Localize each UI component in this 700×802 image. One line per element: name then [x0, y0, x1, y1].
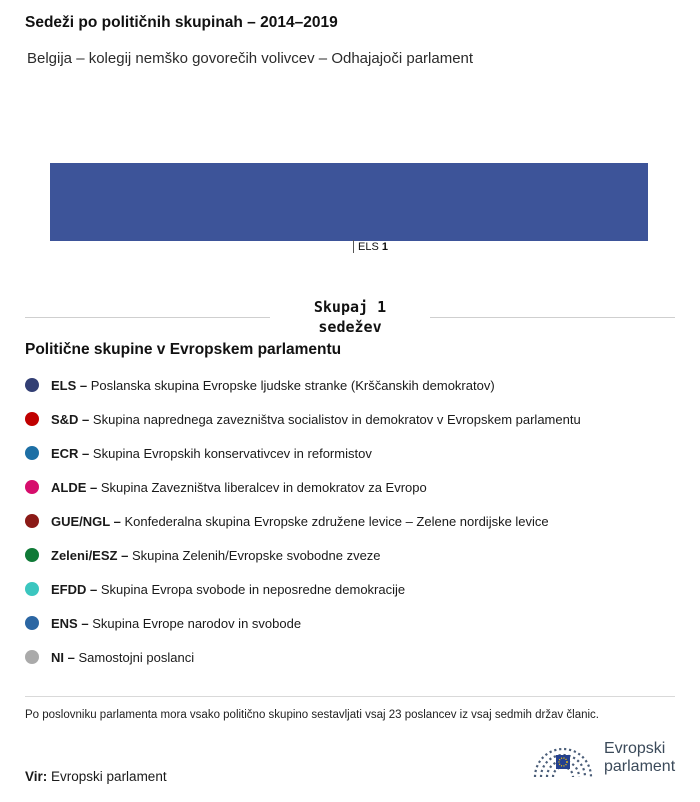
legend-item-label	[51, 582, 405, 597]
total-seats-row	[25, 297, 675, 337]
group-abbr: ECR –	[51, 445, 90, 461]
bar-tick	[353, 240, 354, 253]
legend-item-label	[51, 412, 581, 427]
total-divider-right	[430, 317, 675, 318]
group-desc: Skupina Evropa svobode in neposredne demokracije	[100, 581, 406, 597]
group-desc: Skupina Zavezništva liberalcev in demokratov za Evropo	[100, 479, 427, 495]
legend-item	[25, 368, 680, 402]
legend-list	[25, 368, 680, 674]
ep-logo-line2: parlament	[604, 758, 676, 775]
ep-logo-line1: Evropski	[604, 740, 666, 757]
group-color-dot	[25, 616, 39, 630]
footnote-divider	[25, 696, 675, 697]
eu-flag-icon	[556, 755, 570, 769]
ep-logo	[530, 737, 675, 779]
group-desc: Skupina Evrope narodov in svobode	[92, 615, 302, 631]
legend-item-label	[51, 548, 381, 563]
legend-item-label	[51, 378, 495, 393]
source-value: Evropski parlament	[51, 769, 167, 784]
ep-logo-text	[604, 740, 675, 776]
group-abbr: ALDE –	[51, 479, 98, 495]
group-color-dot	[25, 378, 39, 392]
total-seats-label	[270, 297, 430, 337]
legend-item	[25, 436, 680, 470]
group-abbr: ELS –	[51, 377, 88, 393]
group-desc: Skupina naprednega zavezništva socialistov in demokratov v Evropskem parlamentu	[92, 411, 581, 427]
legend-title: Politične skupine v Evropskem parlamentu	[25, 341, 342, 358]
group-abbr: S&D –	[51, 411, 90, 427]
seats-bar-segment-els	[50, 163, 648, 241]
ep-hemicycle-icon	[530, 737, 596, 779]
legend-item	[25, 640, 680, 674]
group-desc: Samostojni poslanci	[78, 649, 195, 665]
legend-item	[25, 402, 680, 436]
legend-item	[25, 572, 680, 606]
legend-item	[25, 504, 680, 538]
group-abbr: Zeleni/ESZ –	[51, 547, 129, 563]
page-subtitle: Belgija – kolegij nemško govorečih volivcev – Odhajajoči parlament	[27, 50, 474, 67]
group-color-dot	[25, 650, 39, 664]
legend-item-label	[51, 446, 372, 461]
legend-item	[25, 470, 680, 504]
group-abbr: ENS –	[51, 615, 89, 631]
bar-segment-label	[358, 241, 388, 253]
total-seats-line2: sedežev	[318, 318, 382, 336]
group-desc: Poslanska skupina Evropske ljudske stranke (Krščanskih demokratov)	[90, 377, 495, 393]
group-color-dot	[25, 412, 39, 426]
bar-segment-group: ELS	[358, 241, 379, 253]
total-divider-left	[25, 317, 270, 318]
legend-item	[25, 606, 680, 640]
total-seats-line1: Skupaj 1	[313, 298, 387, 316]
page-title: Sedeži po političnih skupinah – 2014–2019	[25, 14, 338, 31]
legend-item	[25, 538, 680, 572]
group-abbr: GUE/NGL –	[51, 513, 121, 529]
group-color-dot	[25, 514, 39, 528]
footnote: Po poslovniku parlamenta mora vsako politično skupino sestavljati vsaj 23 poslancev iz vsaj sedmih držav članic.	[25, 709, 600, 721]
group-color-dot	[25, 548, 39, 562]
bar-segment-value: 1	[381, 241, 388, 253]
group-color-dot	[25, 582, 39, 596]
legend-item-label	[51, 480, 427, 495]
group-color-dot	[25, 446, 39, 460]
legend-item-label	[51, 650, 194, 665]
source-label: Vir:	[25, 769, 48, 784]
group-abbr: EFDD –	[51, 581, 98, 597]
group-color-dot	[25, 480, 39, 494]
legend-item-label	[51, 616, 301, 631]
source-line	[25, 769, 167, 784]
group-desc: Konfederalna skupina Evropske združene levice – Zelene nordijske levice	[124, 513, 549, 529]
legend-item-label	[51, 514, 549, 529]
group-desc: Skupina Evropskih konservativcev in reformistov	[92, 445, 372, 461]
group-abbr: NI –	[51, 649, 75, 665]
group-desc: Skupina Zelenih/Evropske svobodne zveze	[131, 547, 381, 563]
